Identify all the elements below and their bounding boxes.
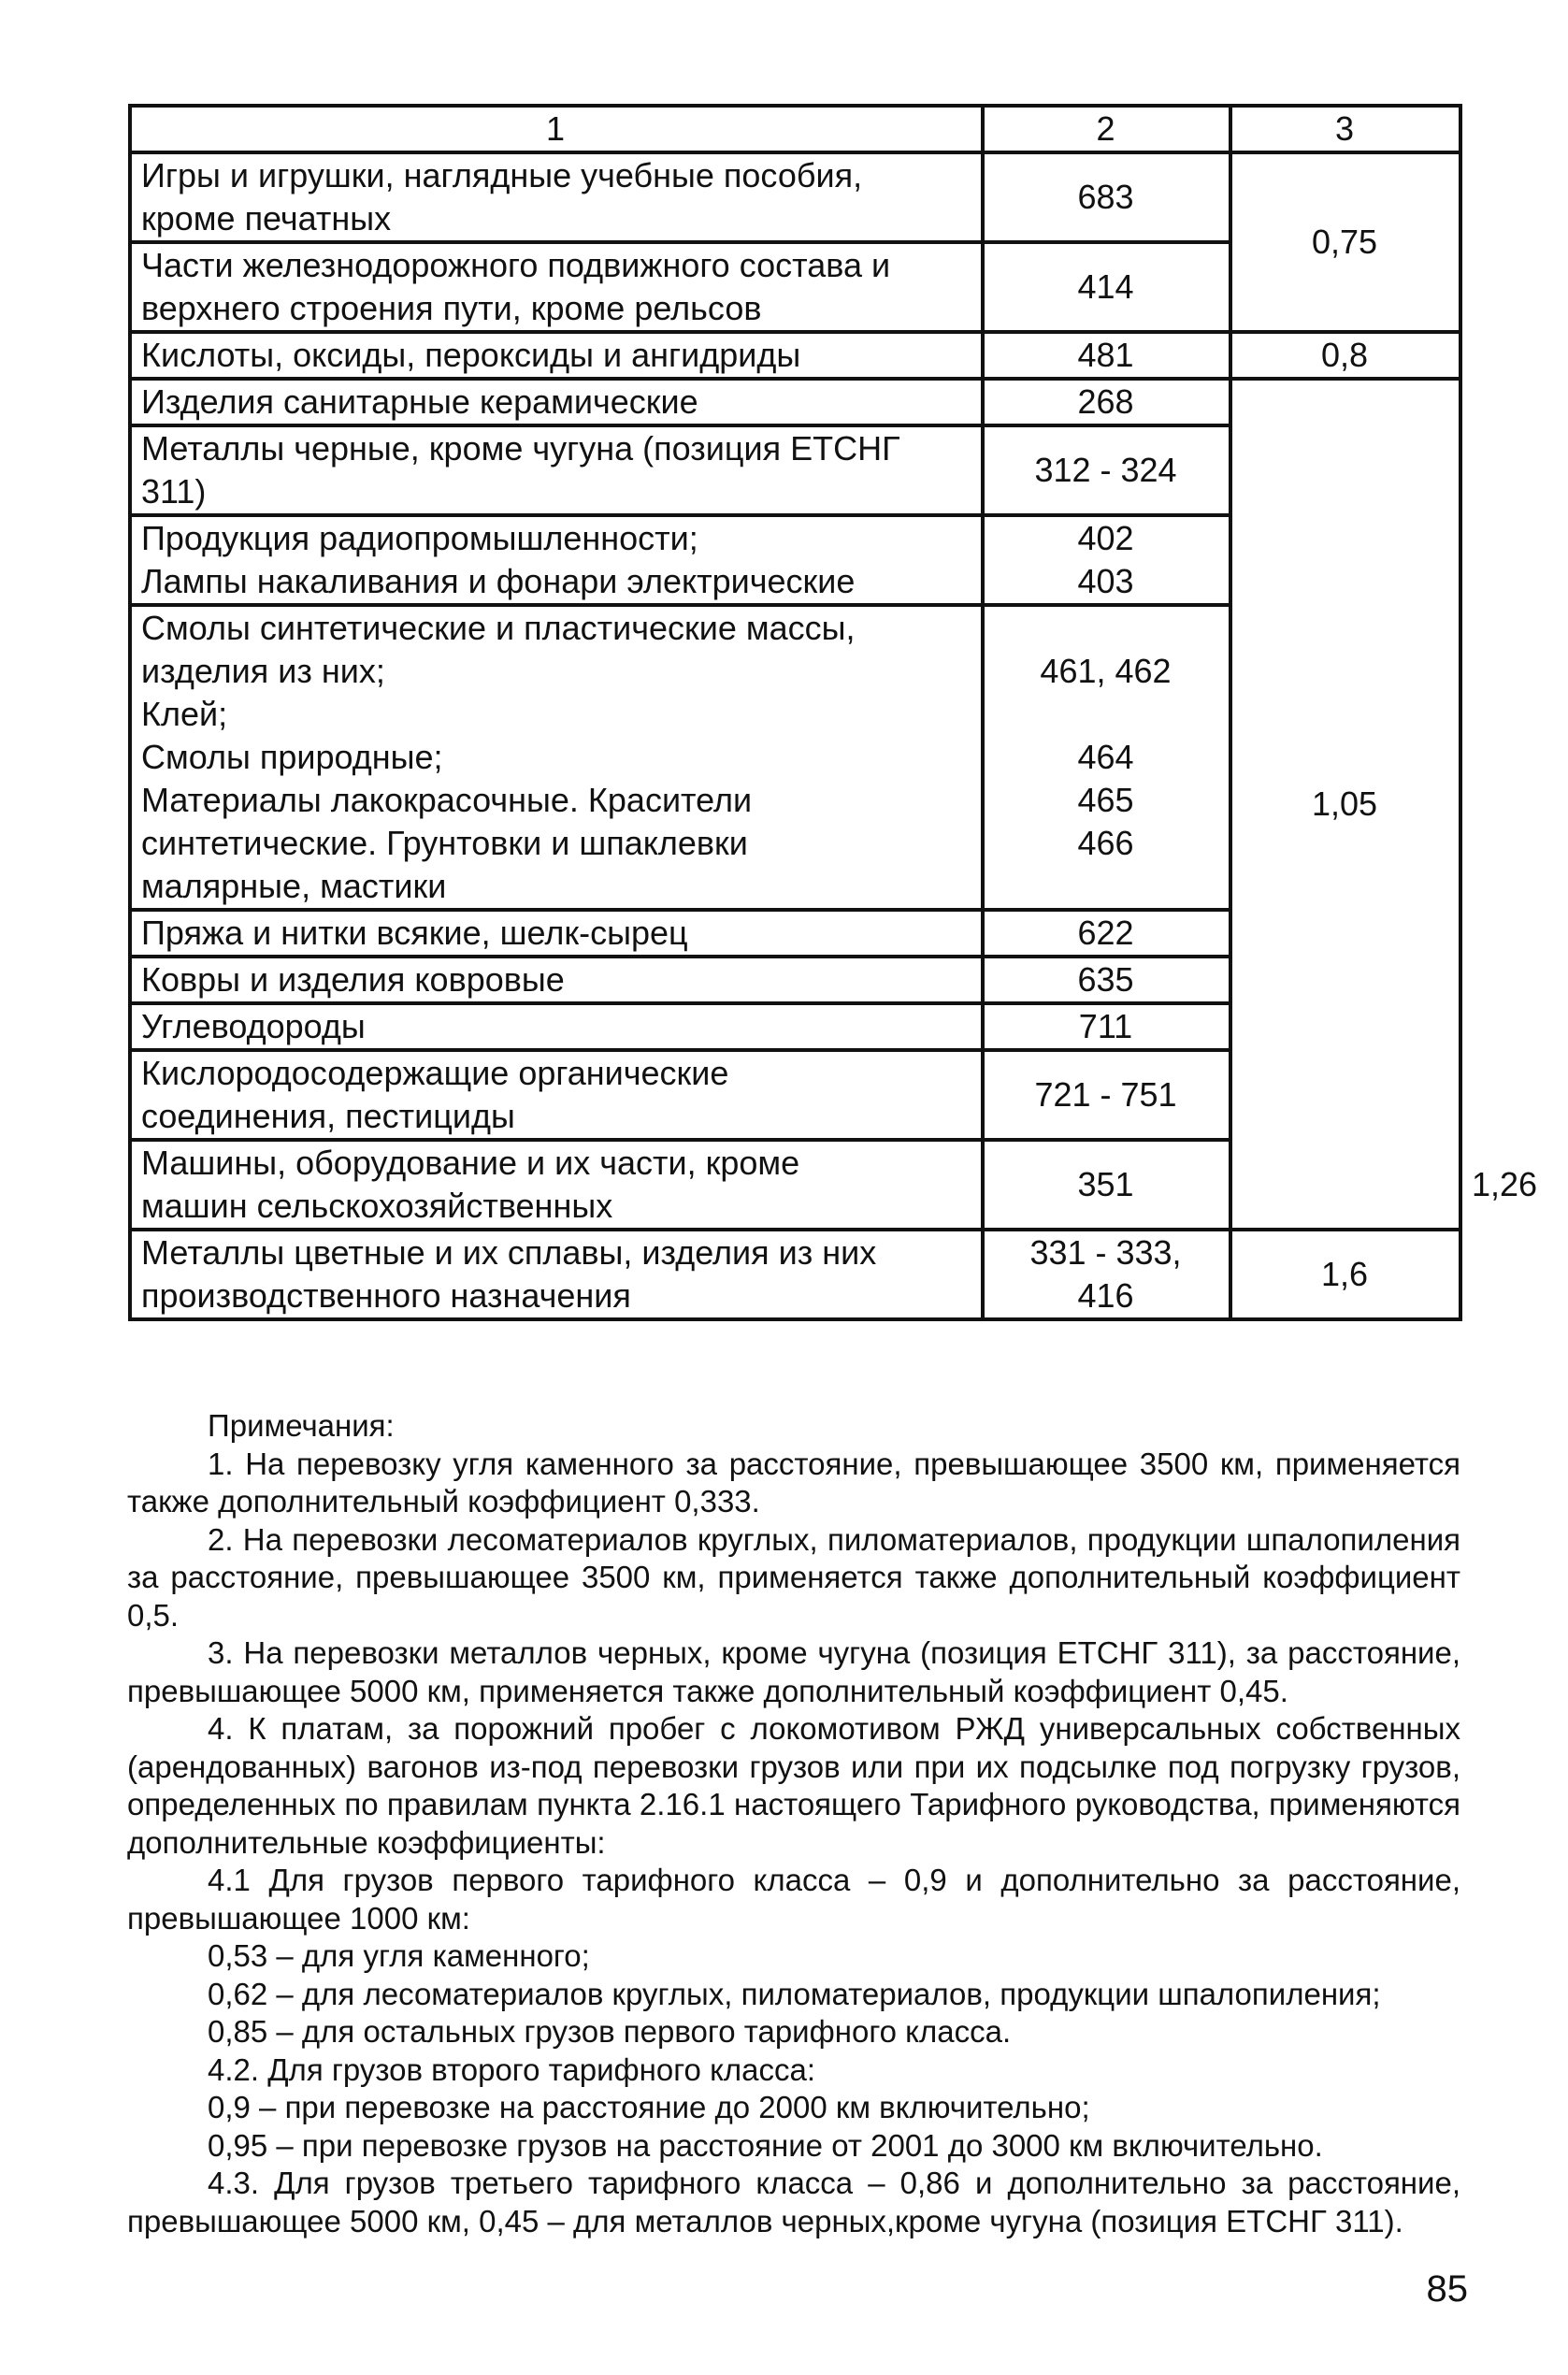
table-row: Машины, оборудование и их части, кроме машин сельскохозяйственных 351 1,26 <box>130 1140 1460 1230</box>
cargo-name-line: Лампы накаливания и фонари электрические <box>141 562 856 600</box>
etsng-code-line: 465 <box>1077 781 1134 819</box>
cargo-name-line: Изделия санитарные керамические <box>141 382 698 421</box>
etsng-code-cell: 721 - 751 <box>983 1050 1230 1140</box>
etsng-code-line: 466 <box>1077 824 1134 862</box>
cargo-name-line: Материалы лакокрасочные. Красители <box>141 781 753 819</box>
cargo-name-line: изделия из них; <box>141 652 385 690</box>
note-paragraph: 4. К платам, за порожний пробег с локомотивом РЖД универсальных собственных (арендованных) вагонов из-под перевозки грузов или при их подсылке под погрузку грузов, определенных по правилам пункта 2.16.1 настоящего Тарифного руководства, применяются дополнительные коэффициенты: <box>127 1711 1460 1860</box>
cargo-name-cell <box>130 910 983 957</box>
etsng-code-cell: 268 <box>983 379 1230 425</box>
etsng-code-cell: 414 <box>983 242 1230 332</box>
header-cell-2: 2 <box>983 106 1230 152</box>
cargo-name-line: верхнего строения пути, кроме рельсов <box>141 289 762 327</box>
cargo-name-line: Кислородосодержащие органические <box>141 1054 729 1092</box>
coefficient-cell: 0,75 <box>1230 152 1460 332</box>
note-paragraph: 4.2. Для грузов второго тарифного класса: <box>208 2051 816 2087</box>
cargo-name-cell <box>130 152 983 242</box>
table-row <box>130 152 1460 242</box>
cargo-name-line: Металлы черные, кроме чугуна (позиция ЕТСНГ <box>141 429 900 468</box>
cargo-name-line: Ковры и изделия ковровые <box>141 960 565 999</box>
cargo-name-line: малярные, мастики <box>141 867 447 905</box>
cargo-name-line: Пряжа и нитки всякие, шелк-сырец <box>141 914 688 952</box>
cargo-name-cell <box>130 515 983 605</box>
etsng-code-line: 464 <box>1077 738 1134 776</box>
table-row <box>130 1230 1460 1319</box>
cargo-name-line: Части железнодорожного подвижного состава и <box>141 246 891 284</box>
cargo-name-line: Смолы природные; <box>141 738 443 776</box>
etsng-code-line: 402 <box>1077 519 1134 557</box>
note-paragraph: 4.1 Для грузов первого тарифного класса – 0,9 и дополнительно за расстояние, превышающее 1000 км: <box>127 1863 1460 1936</box>
code-spacer <box>994 693 1217 736</box>
table-row <box>130 379 1460 425</box>
etsng-code-line: 403 <box>1077 562 1134 600</box>
cargo-name-line: машин сельскохозяйственных <box>141 1187 613 1225</box>
note-paragraph: 0,9 – при перевозке на расстояние до 2000 км включительно; <box>208 2090 1090 2124</box>
cargo-name-line: Кислоты, оксиды, пероксиды и ангидриды <box>141 336 801 374</box>
cargo-name-line: Игры и игрушки, наглядные учебные пособия, <box>141 156 863 194</box>
header-cell-3: 3 <box>1230 106 1460 152</box>
cargo-name-cell <box>130 379 983 425</box>
etsng-code-line: 331 - 333, <box>1029 1233 1182 1272</box>
etsng-code-cell <box>983 605 1230 910</box>
cargo-name-line: кроме печатных <box>141 199 392 238</box>
header-cell-1: 1 <box>130 106 983 152</box>
cargo-name-cell <box>130 1003 983 1050</box>
cargo-name-cell <box>130 242 983 332</box>
cargo-name-cell <box>130 605 983 910</box>
page-number: 85 <box>1426 2268 1468 2310</box>
notes-section <box>127 1407 1460 2240</box>
etsng-code-cell: 711 <box>983 1003 1230 1050</box>
cargo-name-line: Смолы синтетические и пластические массы, <box>141 609 856 647</box>
table-row <box>130 332 1460 379</box>
note-paragraph: 0,62 – для лесоматериалов круглых, пиломатериалов, продукции шпалопиления; <box>208 1976 1381 2011</box>
cargo-name-line: Клей; <box>141 695 228 733</box>
note-paragraph: 1. На перевозку угля каменного за расстояние, превышающее 3500 км, применяется также дополнительный коэффициент 0,333. <box>127 1446 1460 1519</box>
note-paragraph: 0,95 – при перевозке грузов на расстояние от 2001 до 3000 км включительно. <box>208 2127 1323 2163</box>
cargo-name-line: Машины, оборудование и их части, кроме <box>141 1144 800 1182</box>
tariff-coefficient-table <box>128 104 1538 1321</box>
note-paragraph: 3. На перевозки металлов черных, кроме чугуна (позиция ЕТСНГ 311), за расстояние, превышающее 5000 км, применяется также дополнительный коэффициент 0,45. <box>127 1635 1460 1708</box>
coefficient-cell: 0,8 <box>1230 332 1460 379</box>
etsng-code-cell: 622 <box>983 910 1230 957</box>
cargo-name-line: производственного назначения <box>141 1276 631 1315</box>
cargo-name-cell <box>130 957 983 1003</box>
cargo-name-line: 311) <box>141 472 207 511</box>
etsng-code-line: 461, 462 <box>1040 652 1172 690</box>
cargo-name-cell <box>130 1050 983 1140</box>
note-paragraph: 2. На перевозки лесоматериалов круглых, пиломатериалов, продукции шпалопиления за расстояние, превышающее 3500 км, применяется также дополнительный коэффициент 0,5. <box>127 1521 1460 1633</box>
cargo-name-line: Металлы цветные и их сплавы, изделия из них <box>141 1233 877 1272</box>
etsng-code-cell: 312 - 324 <box>983 425 1230 515</box>
coefficient-cell: 1,05 <box>1230 379 1460 1230</box>
cargo-name-line: Углеводороды <box>141 1007 366 1045</box>
etsng-code-cell <box>983 1230 1230 1319</box>
etsng-code-cell: 351 <box>983 1140 1230 1230</box>
cargo-name-line: соединения, пестициды <box>141 1097 515 1135</box>
etsng-code-line: 416 <box>1077 1276 1134 1315</box>
coefficient-cell: 1,6 <box>1230 1230 1460 1319</box>
etsng-code-cell: 683 <box>983 152 1230 242</box>
note-paragraph: 0,85 – для остальных грузов первого тарифного класса. <box>208 2014 1012 2049</box>
etsng-code-cell: 481 <box>983 332 1230 379</box>
cargo-name-cell <box>130 1230 983 1319</box>
notes-title: Примечания: <box>208 1408 395 1443</box>
cargo-name-cell <box>130 425 983 515</box>
cargo-name-cell <box>130 1140 983 1230</box>
etsng-code-cell <box>983 515 1230 605</box>
cargo-name-cell <box>130 332 983 379</box>
note-paragraph: 0,53 – для угля каменного; <box>208 1938 590 1973</box>
cargo-name-line: синтетические. Грунтовки и шпаклевки <box>141 824 748 862</box>
cargo-name-line: Продукция радиопромышленности; <box>141 519 698 557</box>
table-header-row <box>130 106 1460 152</box>
note-paragraph: 4.3. Для грузов третьего тарифного класса – 0,86 и дополнительно за расстояние, превышающее 5000 км, 0,45 – для металлов черных,кроме чугуна (позиция ЕТСНГ 311). <box>127 2166 1460 2238</box>
etsng-code-cell: 635 <box>983 957 1230 1003</box>
